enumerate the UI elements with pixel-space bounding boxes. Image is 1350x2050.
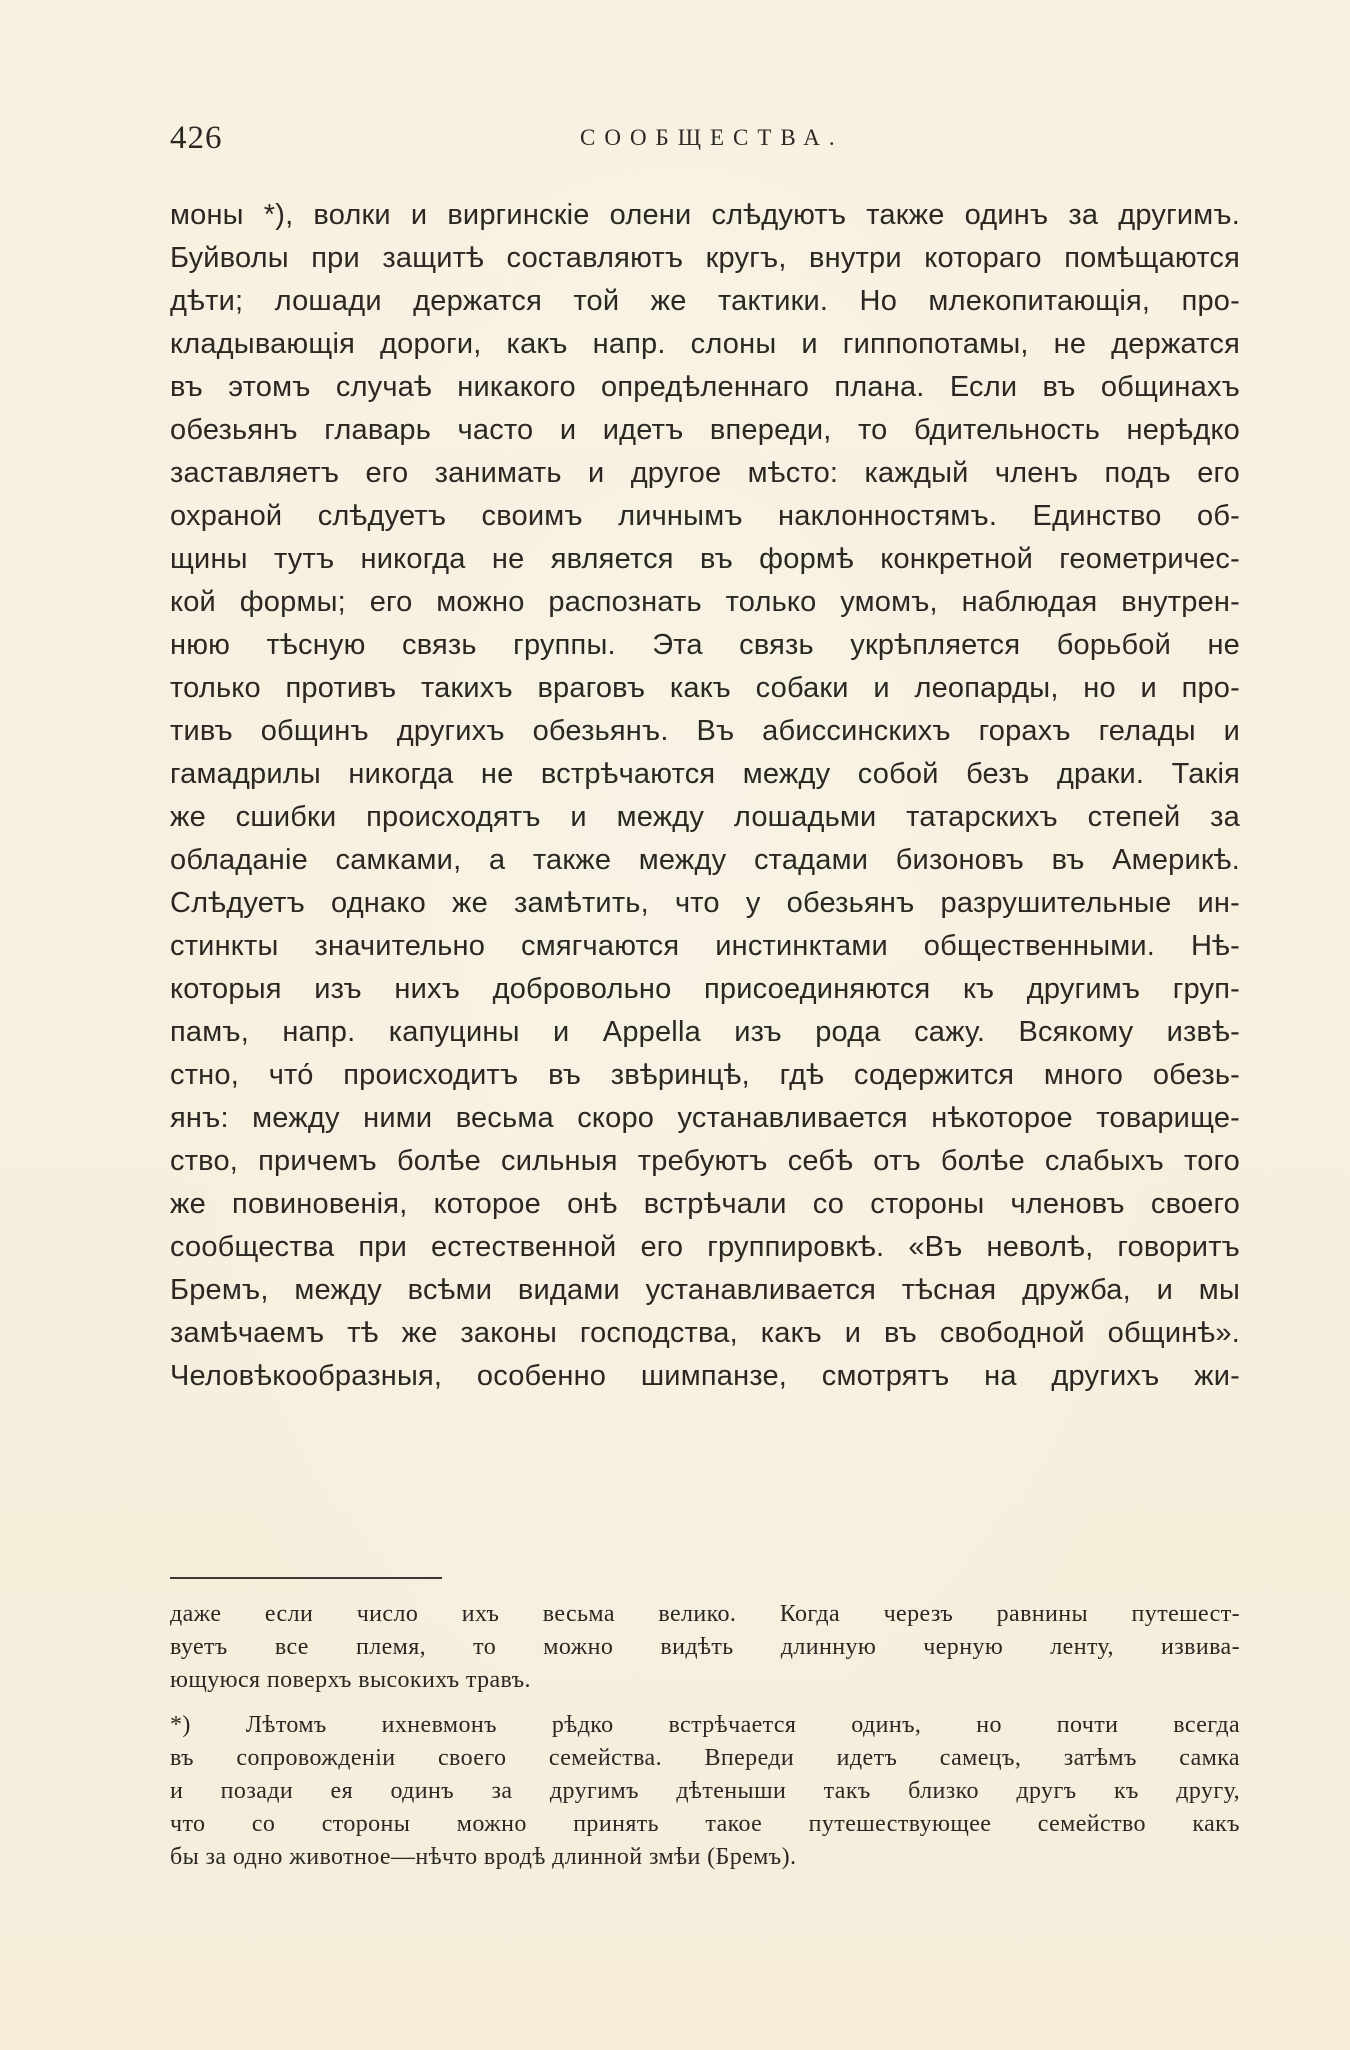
- footnote-continued-line-2: вуетъ все племя, то можно видѣть длинную черную ленту, извива-: [170, 1634, 1240, 1660]
- text-line-3: дѣти; лошади держатся той же тактики. Но млекопитающія, про-: [170, 285, 1240, 317]
- text-line-16: обладаніе самками, а также между стадами бизоновъ въ Америкѣ.: [170, 844, 1240, 876]
- text-line-12: только противъ такихъ враговъ какъ собаки и леопарды, но и про-: [170, 672, 1240, 704]
- footnote-separator: [170, 1577, 442, 1579]
- text-line-22: янъ: между ними весьма скоро устанавливается нѣкоторое товарище-: [170, 1102, 1240, 1134]
- footnote-line-5: бы за одно животное—нѣчто вродѣ длинной змѣи (Бремъ).: [170, 1844, 797, 1870]
- footnote-gap: [170, 1697, 1240, 1709]
- text-line-20: памъ, напр. капуцины и Appella изъ рода сажу. Всякому извѣ-: [170, 1016, 1240, 1048]
- text-line-17: Слѣдуетъ однако же замѣтить, что у обезьянъ разрушительные ин-: [170, 887, 1240, 919]
- text-line-19: которыя изъ нихъ добровольно присоединяются къ другимъ груп-: [170, 973, 1240, 1005]
- text-line-28: Человѣкообразныя, особенно шимпанзе, смотрятъ на другихъ жи-: [170, 1360, 1240, 1392]
- footnote-continued-line-1: даже если число ихъ весьма велико. Когда черезъ равнины путешест-: [170, 1601, 1240, 1627]
- text-line-9: щины тутъ никогда не является въ формѣ конкретной геометричес-: [170, 543, 1240, 575]
- text-line-24: же повиновенія, которое онѣ встрѣчали со стороны членовъ своего: [170, 1188, 1240, 1220]
- text-line-11: нюю тѣсную связь группы. Эта связь укрѣпляется борьбой не: [170, 629, 1240, 661]
- footnote-line-3: и позади ея одинъ за другимъ дѣтеныши такъ близко другъ къ другу,: [170, 1778, 1240, 1804]
- text-line-4: кладывающія дороги, какъ напр. слоны и гиппопотамы, не держатся: [170, 328, 1240, 360]
- text-line-8: охраной слѣдуетъ своимъ личнымъ наклонностямъ. Единство об-: [170, 500, 1240, 532]
- text-line-18: стинкты значительно смягчаются инстинктами общественными. Нѣ-: [170, 930, 1240, 962]
- footnote-line-1: *) Лѣтомъ ихневмонъ рѣдко встрѣчается одинъ, но почти всегда: [170, 1712, 1240, 1738]
- text-line-7: заставляетъ его занимать и другое мѣсто: каждый членъ подъ его: [170, 457, 1240, 489]
- text-line-26: Бремъ, между всѣми видами устанавливается тѣсная дружба, и мы: [170, 1274, 1240, 1306]
- text-line-1: моны *), волки и виргинскіе олени слѣдуютъ также одинъ за другимъ.: [170, 199, 1240, 231]
- footnote-continued-line-3: ющуюся поверхъ высокихъ травъ.: [170, 1667, 531, 1693]
- text-line-6: обезьянъ главарь часто и идетъ впереди, то бдительность нерѣдко: [170, 414, 1240, 446]
- running-title: СООБЩЕСТВА.: [580, 125, 844, 150]
- footnote-line-2: въ сопровожденіи своего семейства. Впереди идетъ самецъ, затѣмъ самка: [170, 1745, 1240, 1771]
- text-line-15: же сшибки происходятъ и между лошадьми татарскихъ степей за: [170, 801, 1240, 833]
- text-line-13: тивъ общинъ другихъ обезьянъ. Въ абиссинскихъ горахъ гелады и: [170, 715, 1240, 747]
- text-line-25: сообщества при естественной его группировкѣ. «Въ неволѣ, говоритъ: [170, 1231, 1240, 1263]
- page-header: [170, 116, 1240, 160]
- footnote-line-4: что со стороны можно принять такое путешествующее семейство какъ: [170, 1811, 1240, 1837]
- text-line-21: стно, что́ происходитъ въ звѣринцѣ, гдѣ содержится много обезь-: [170, 1059, 1240, 1091]
- text-line-10: кой формы; его можно распознать только умомъ, наблюдая внутрен-: [170, 586, 1240, 618]
- text-line-27: замѣчаемъ тѣ же законы господства, какъ и въ свободной общинѣ».: [170, 1317, 1240, 1349]
- text-line-23: ство, причемъ болѣе сильныя требуютъ себѣ отъ болѣе слабыхъ того: [170, 1145, 1240, 1177]
- footnotes: [170, 1598, 1240, 1874]
- page-number: 426: [170, 120, 223, 156]
- text-line-5: въ этомъ случаѣ никакого опредѣленнаго плана. Если въ общинахъ: [170, 371, 1240, 403]
- main-text: [170, 194, 1240, 1398]
- text-line-2: Буйволы при защитѣ составляютъ кругъ, внутри котораго помѣщаются: [170, 242, 1240, 274]
- text-line-14: гамадрилы никогда не встрѣчаются между собой безъ драки. Такія: [170, 758, 1240, 790]
